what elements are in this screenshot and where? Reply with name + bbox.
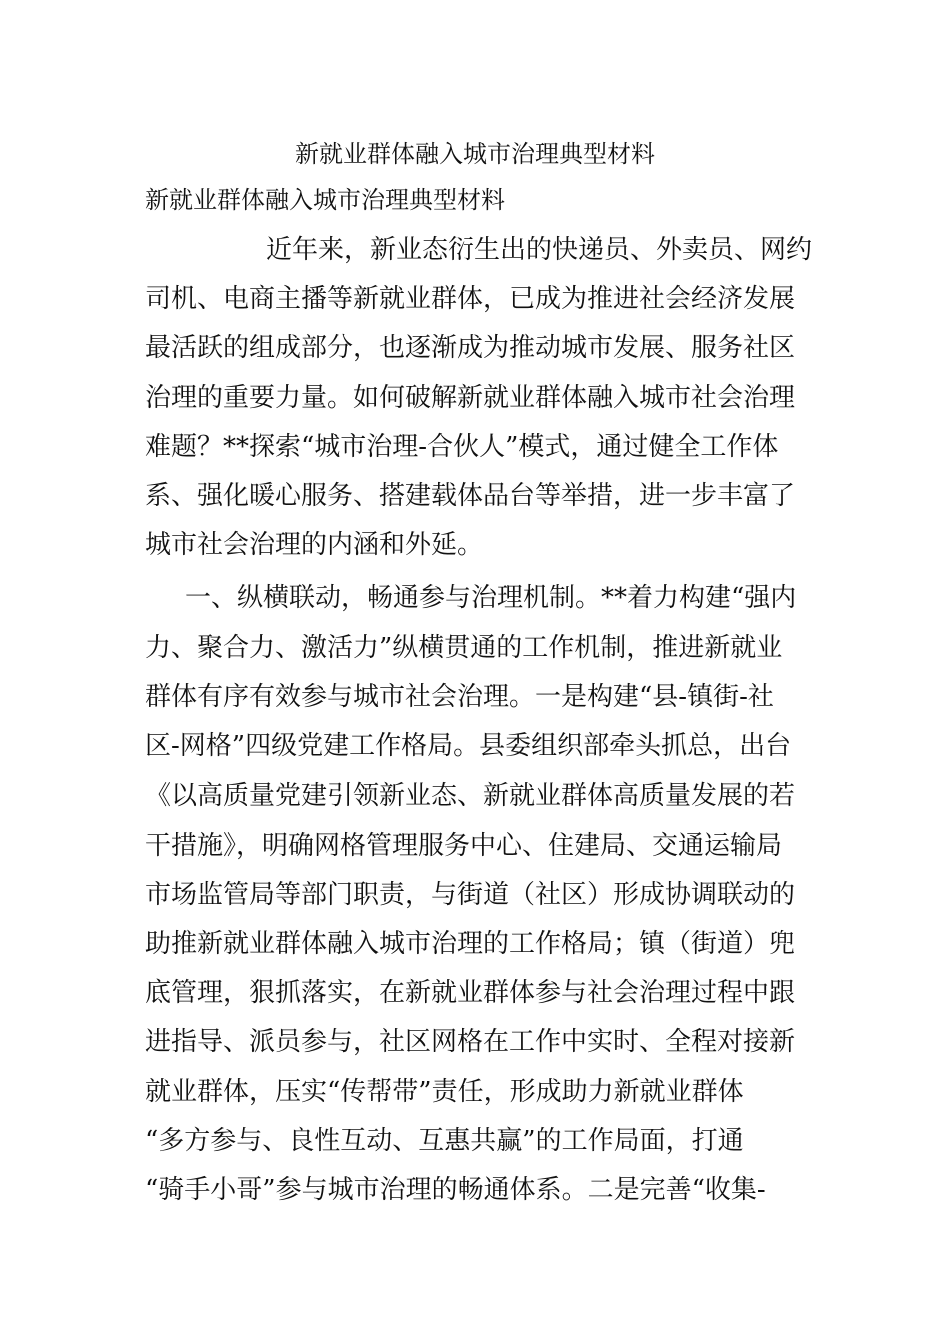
paragraph-line: 区-网格”四级党建工作格局。县委组织部牵头抓总，出台 [145, 731, 792, 761]
paragraph-line: 干措施》，明确网格管理服务中心、住建局、交通运输局 [145, 831, 783, 861]
paragraph-line: 助推新就业群体融入城市治理的工作格局；镇（街道）兜 [145, 929, 796, 959]
paragraph-line: 力、聚合力、激活力”纵横贯通的工作机制，推进新就业 [145, 633, 783, 663]
paragraph-line: 近年来，新业态衍生出的快递员、外卖员、网约 [266, 235, 813, 265]
paragraph-line: 最活跃的组成部分，也逐渐成为推动城市发展、服务社区 [145, 333, 796, 363]
paragraph-line: “骑手小哥”参与城市治理的畅通体系。二是完善“收集- [145, 1175, 766, 1205]
paragraph-line: 市场监管局等部门职责，与街道（社区）形成协调联动的 [145, 880, 796, 910]
paragraph-line: 治理的重要力量。如何破解新就业群体融入城市社会治理 [145, 383, 796, 413]
paragraph-line: 就业群体，压实“传帮带”责任，形成助力新就业群体 [145, 1077, 744, 1107]
document-subtitle: 新就业群体融入城市治理典型材料 [145, 186, 505, 214]
paragraph-line: 司机、电商主播等新就业群体，已成为推进社会经济发展 [145, 284, 796, 314]
paragraph-line: “多方参与、良性互动、互惠共赢”的工作局面，打通 [145, 1126, 744, 1156]
document-title: 新就业群体融入城市治理典型材料 [295, 140, 655, 168]
paragraph-line: 底管理，狠抓落实，在新就业群体参与社会治理过程中跟 [145, 978, 796, 1008]
paragraph-line: 一、纵横联动，畅通参与治理机制。**着力构建“强内 [185, 583, 797, 613]
paragraph-line: 城市社会治理的内涵和外延。 [145, 530, 484, 560]
paragraph-line: 群体有序有效参与城市社会治理。一是构建“县-镇街-社 [145, 682, 774, 712]
paragraph-line: 系、强化暖心服务、搭建载体品台等举措，进一步丰富了 [145, 481, 796, 511]
paragraph-line: 进指导、派员参与，社区网格在工作中实时、全程对接新 [145, 1027, 796, 1057]
paragraph-line: 《以高质量党建引领新业态、新就业群体高质量发展的若 [145, 781, 796, 811]
paragraph-line: 难题？**探索“城市治理-合伙人”模式，通过健全工作体 [145, 432, 779, 462]
